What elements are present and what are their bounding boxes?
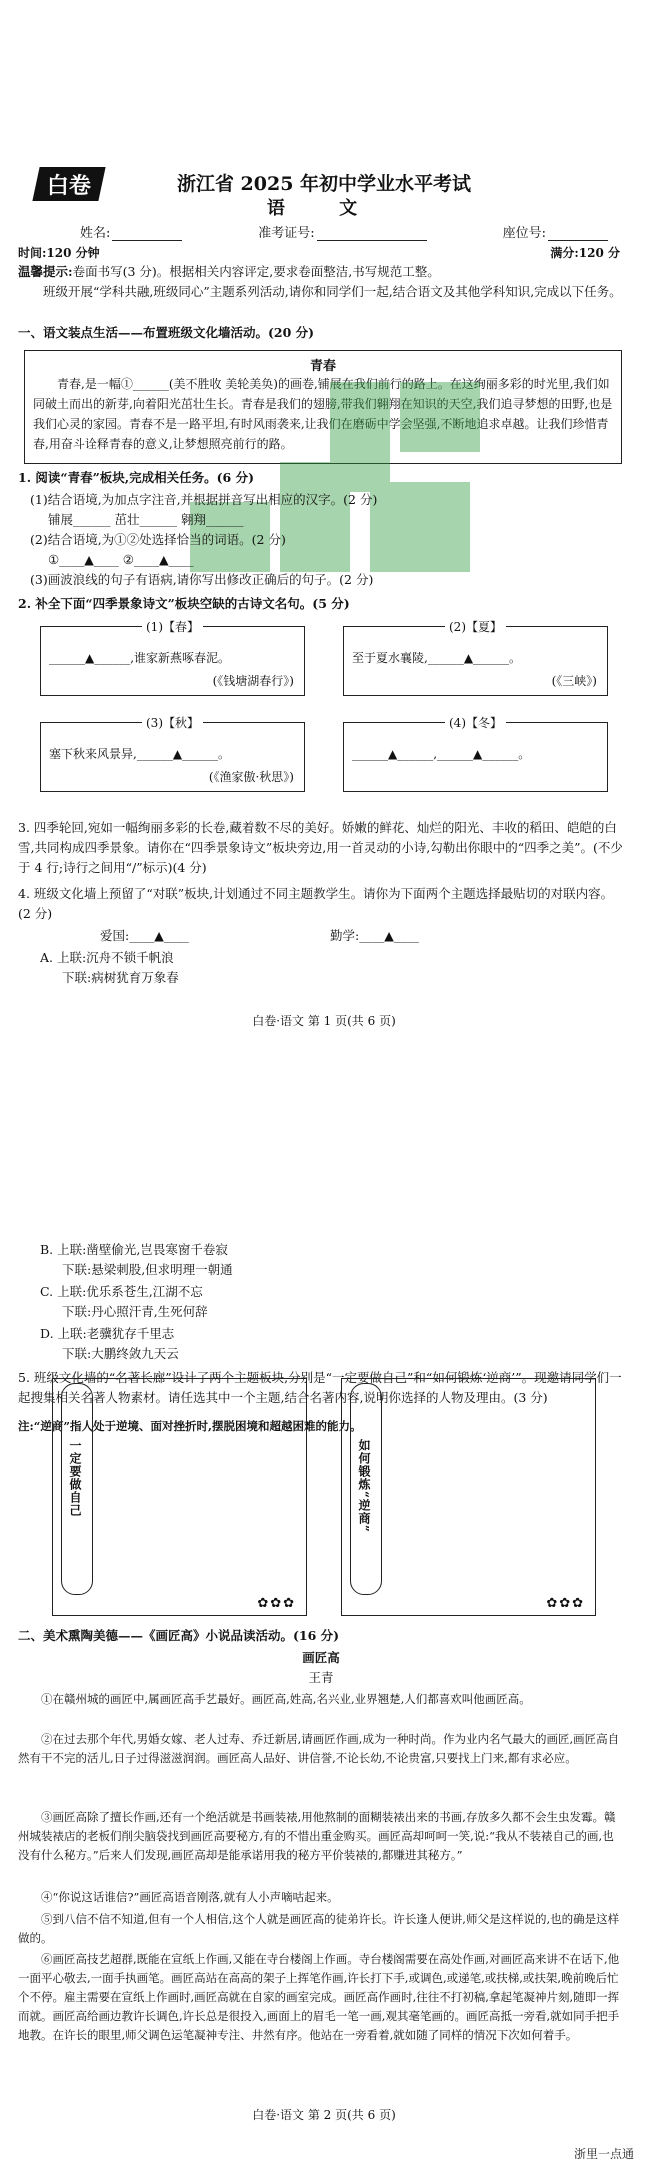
q4-study-blank[interactable]: 勤学:____▲____: [330, 928, 419, 943]
scroll-be-yourself[interactable]: [52, 1378, 307, 1616]
option-b-lower: 下联:悬梁刺股,但求明理一朝通: [62, 1262, 233, 1277]
corner-watermark: 浙里一点通: [573, 2147, 634, 2161]
tips-label: 温馨提示:: [18, 264, 73, 279]
poem-line-autumn[interactable]: 塞下秋来风景异,______▲______。: [49, 747, 231, 761]
ticket-field[interactable]: [317, 228, 427, 241]
youth-passage-box: [24, 350, 622, 464]
poem-line-spring[interactable]: ______▲______,谁家新燕啄春泥。: [49, 651, 231, 665]
story-para-6: ⑥画匠高技艺超群,既能在宣纸上作画,又能在寺台楼阁上作画。寺台楼阁需要在高处作画,对画匠高来讲不在话下,他一面平心敬去,一面手执画笔。画匠高站在高高的架子上挥笔作画,许长打下手,或调色,或递笔,或扶梯,或扶架,晚前晚后忙个不停。雇主需要在宣纸上作画时,画匠高就在自家的画室完成。画匠高作画时,往往不打初稿,拿起笔凝神片刻,随即一挥而就。画匠高给画边教许长调色,许长总是很投入,画面上的眉毛一笔一画,观其毫笔画的。画匠高抵一旁看,就如同手把手地教。在许长的眼里,师父调色运笔凝神专注、井然有序。他站在一旁看着,就如随了同样的情况下次如何着手。: [18, 1952, 620, 2042]
story-title: 画匠高: [302, 1650, 340, 1665]
story-para-3: ③画匠高除了擅长作画,还有一个绝活就是书画装裱,用他熬制的面糊装裱出来的书画,存放多久都不会生虫发霉。赣州城装裱店的老板们削尖脑袋找到画匠高要秘方,有的不惜出重金购买。画匠高却呵呵一笑,说:“我从不装裱自己的画,也没有什么秘方。”后来人们发现,画匠高却是能承诺用我的秘方平价装裱的,都赚进其秘方。”: [18, 1810, 616, 1862]
name-field[interactable]: [112, 228, 182, 241]
youth-box-title: 青春: [309, 359, 336, 374]
option-a-upper: A. 上联:沉舟不锁千帆浪: [40, 950, 174, 965]
youth-box-text: 青春,是一幅①______(美不胜收 美轮美奂)的画卷,铺展在我们前行的路上。在这绚丽多彩的时光里,我们如同破土而出的新芽,向着阳光茁壮生长。青春是我们的翅膀,带我们翱翔在知识的天空,我们追寻梦想的田野,也是我们心灵的家园。青春不是一路平坦,有时风雨袭来,让我们在磨砺中学会坚强,不断地追求卓越。让我们珍惜青春,用奋斗诠释青春的意义,让梦想照亮前行的路。: [33, 377, 613, 451]
time-score-row: [18, 244, 620, 261]
option-c-upper: C. 上联:优乐系苍生,江湖不忘: [40, 1284, 203, 1299]
poem-tag-spring: (1)【春】: [142, 620, 203, 634]
flower-icon-2: ✿✿✿: [546, 1596, 585, 1611]
ticket-label: 准考证号:: [258, 226, 315, 241]
poem-box-autumn: [40, 716, 305, 792]
poem-box-spring: [40, 620, 305, 696]
examinee-info-row: [80, 222, 608, 241]
poem-tag-summer: (2)【夏】: [445, 620, 506, 634]
exam-title: 浙江省 2025 年初中学业水平考试: [176, 173, 472, 195]
exam-badge: 白卷: [32, 167, 105, 201]
story-para-1: ①在赣州城的画匠中,属画匠高手艺最好。画匠高,姓高,名兴业,业界翘楚,人们都喜欢叫他画匠高。: [41, 1692, 531, 1706]
option-d-upper: D. 上联:老骥犹存千里志: [40, 1326, 175, 1341]
option-c-lower: 下联:丹心照汗青,生死何辞: [62, 1304, 208, 1319]
q1-1-blanks[interactable]: 铺展______ 茁壮______ 翱翔______: [48, 512, 244, 527]
poem-tag-winter: (4)【冬】: [445, 716, 506, 730]
score-text: 满分:120 分: [550, 246, 620, 260]
flower-icon-1: ✿✿✿: [257, 1596, 296, 1611]
poem-box-winter: [343, 716, 608, 792]
q5-text: 5. 班级文化墙的“名著长廊”设计了两个主题板块,分别是“一定要做自己”和“如何锻炼‘逆商’”。现邀请同学们一起搜集相关名著人物素材。请任选其中一个主题,结合名著内容,说明你选择的人物及理由。(3 分): [18, 1370, 622, 1405]
q5-note: 注:“逆商”指人处于逆境、面对挫折时,摆脱困境和超越困难的能力。: [18, 1419, 362, 1433]
time-text: 时间:120 分钟: [18, 246, 100, 260]
scroll-label-1: 一定要做自己: [68, 1439, 82, 1517]
poem-line-summer[interactable]: 至于夏水襄陵,______▲______。: [352, 651, 522, 665]
poem-src-summer: (《三峡》): [551, 674, 597, 688]
q4-love-blank[interactable]: 爱国:____▲____: [100, 928, 189, 943]
poem-src-autumn: (《渔家傲·秋思》): [208, 770, 294, 784]
q1-2: (2)结合语境,为①②处选择恰当的词语。(2 分): [30, 532, 286, 547]
tips-text: 卷面书写(3 分)。根据相关内容评定,要求卷面整洁,书写规范工整。: [72, 264, 440, 279]
story-para-4: ④“你说这话谁信?”画匠高语音刚落,就有人小声嘀咕起来。: [41, 1890, 339, 1904]
q3-text: 3. 四季轮回,宛如一幅绚丽多彩的长卷,藏着数不尽的美好。娇嫩的鲜花、灿烂的阳光、丰收的稻田、皑皑的白雪,共同构成四季景象。请你在“四季景象诗文”板块旁边,用一首灵动的小诗,勾勒出你眼中的“四季之美”。(不少于 4 行;诗行之间用“/”标示)(4 分): [18, 820, 623, 875]
footer-page1: 白卷·语文 第 1 页(共 6 页): [252, 1014, 396, 1028]
section1-heading: 一、语文装点生活——布置班级文化墙活动。(20 分): [18, 325, 315, 340]
tips-block: [18, 262, 624, 282]
poem-line-winter[interactable]: ______▲______,______▲______。: [352, 747, 531, 761]
q1-3: (3)画波浪线的句子有语病,请你写出修改正确后的句子。(2 分): [30, 572, 374, 587]
section2-heading: 二、美术熏陶美德——《画匠高》小说品读活动。(16 分): [18, 1628, 340, 1643]
scroll-panels: [52, 1378, 596, 1616]
poem-tag-autumn: (3)【秋】: [142, 716, 203, 730]
footer-page2: 白卷·语文 第 2 页(共 6 页): [252, 2108, 396, 2122]
story-para-5: ⑤到八信不信不知道,但有一个人相信,这个人就是画匠高的徒弟许长。许长逢人便讲,师父是这样说的,也的确是这样做的。: [18, 1912, 620, 1945]
exam-subject: 语 文: [266, 198, 382, 219]
poem-src-spring: (《钱塘湖春行》): [212, 674, 294, 688]
story-author: 王青: [308, 1670, 334, 1685]
story-para-2: ②在过去那个年代,男婚女嫁、老人过寿、乔迁新居,请画匠作画,成为一种时尚。作为业内名气最大的画匠,画匠高自然有干不完的活儿,日子过得滋滋润润。画匠高人品好、讲信誉,不论长幼,不论贵富,只要找上门来,都有求必应。: [18, 1732, 620, 1765]
q2-heading: 2. 补全下面“四季景象诗文”板块空缺的古诗文名句。(5 分): [18, 596, 350, 611]
option-b-upper: B. 上联:凿壁偷光,岂畏寒窗千卷寂: [40, 1242, 228, 1257]
scroll-label-2: 如何锻炼“逆商”: [357, 1439, 371, 1533]
option-d-lower: 下联:大鹏终敛九天云: [62, 1346, 179, 1361]
poem-box-summer: [343, 620, 608, 696]
q1-heading: 1. 阅读“青春”板块,完成相关任务。(6 分): [18, 470, 255, 485]
seat-field[interactable]: [548, 228, 608, 241]
q4-text: 4. 班级文化墙上预留了“对联”板块,计划通过不同主题教学生。请你为下面两个主题选择最贴切的对联内容。(2 分): [18, 886, 614, 921]
seat-label: 座位号:: [502, 226, 546, 241]
intro-text: 班级开展“学科共融,班级同心”主题系列活动,请你和同学们一起,结合语文及其他学科知识,完成以下任务。: [43, 284, 622, 299]
poem-grid: [40, 620, 608, 792]
scroll-adversity[interactable]: [341, 1378, 596, 1616]
q1-2-blanks[interactable]: ①____▲____ ②____▲____: [48, 552, 194, 567]
option-a-lower: 下联:病树犹育万象春: [62, 970, 179, 985]
q1-1: (1)结合语境,为加点字注音,并根据拼音写出相应的汉字。(2 分): [30, 492, 378, 507]
name-label: 姓名:: [80, 226, 111, 241]
